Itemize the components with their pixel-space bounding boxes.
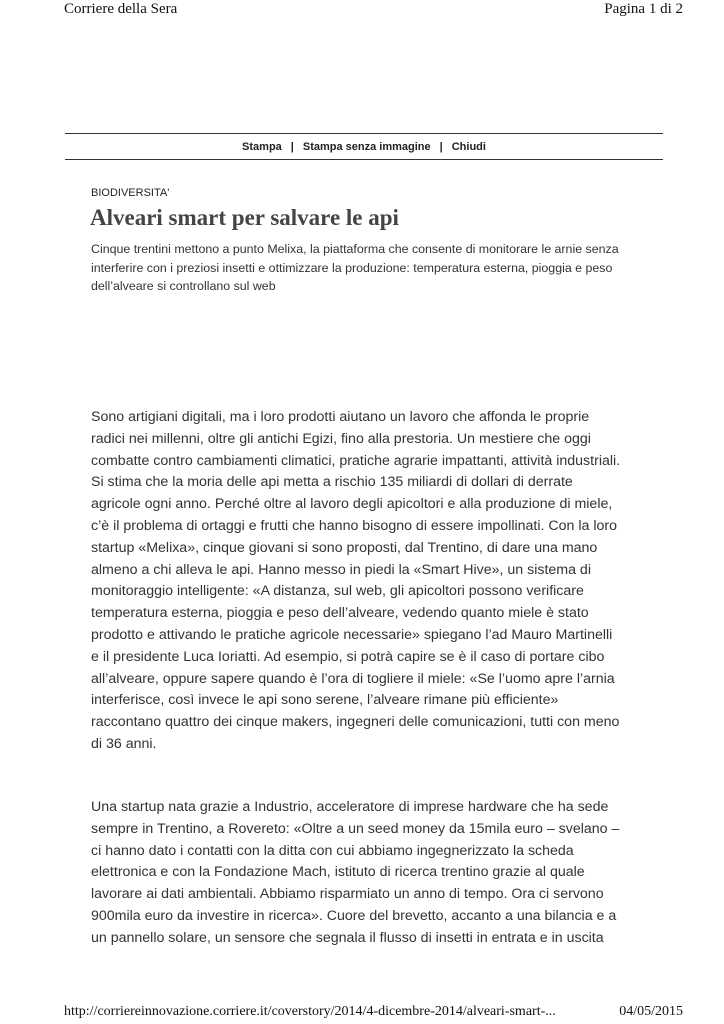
print-footer-url: http://corriereinnovazione.corriere.it/coverstory/2014/4-dicembre-2014/alveari-smart-... bbox=[64, 1004, 556, 1019]
paragraph-line: raccontano quattro dei cinque makers, ingegneri delle comunicazioni, tutti con meno bbox=[91, 714, 620, 731]
article-paragraph-2 bbox=[91, 797, 651, 950]
paragraph-line: sempre in Trentino, a Rovereto: «Oltre a un seed money da 15mila euro – svelano – bbox=[91, 820, 620, 837]
paragraph-line: temperatura esterna, pioggia e peso dell’alveare, vedendo quanto miele è stato bbox=[91, 605, 589, 622]
toolbar-top-rule bbox=[65, 133, 663, 134]
paragraph-line: radici nei millenni, oltre gli antichi Egizi, fino alla prestoria. Un mestiere che oggi bbox=[91, 430, 591, 447]
toolbar-separator: | bbox=[290, 141, 294, 153]
paragraph-line: combatte contro cambiamenti climatici, pratiche agrarie impattanti, attività industriali. bbox=[91, 452, 621, 469]
article-kicker: BIODIVERSITA' bbox=[91, 187, 170, 199]
article-paragraph-1 bbox=[91, 407, 651, 756]
article-subtitle bbox=[91, 240, 651, 296]
paragraph-line: interferisce, così invece le api sono serene, l’alveare rimane più efficiente» bbox=[91, 692, 559, 709]
paragraph-line: prodotto e attivando le pratiche agricole necessarie» spiegano l’ad Mauro Martinelli bbox=[91, 626, 613, 643]
paragraph-line: c’è il problema di ortaggi e frutti che hanno bisogno di essere impollinati. Con la loro bbox=[91, 517, 618, 534]
toolbar-bottom-rule bbox=[65, 159, 663, 160]
paragraph-line: e il presidente Luca Ioriatti. Ad esempio, si potrà capire se è il caso di portare cibo bbox=[91, 648, 605, 665]
subtitle-line: interferire con i preziosi insetti e ottimizzare la produzione: temperatura esterna, pioggia e peso bbox=[91, 260, 613, 275]
print-link[interactable]: Stampa bbox=[242, 141, 282, 153]
paragraph-line: monitoraggio intelligente: «A distanza, sul web, gli apicoltori possono verificare bbox=[91, 583, 584, 600]
print-footer-date: 04/05/2015 bbox=[619, 1004, 683, 1019]
paragraph-line: 900mila euro da investire in ricerca». Cuore del brevetto, accanto a una bilancia e a bbox=[91, 907, 617, 924]
print-header-source: Corriere della Sera bbox=[64, 1, 178, 17]
paragraph-line: almeno a chi alleva le api. Hanno messo in piedi la «Smart Hive», un sistema di bbox=[91, 561, 591, 578]
print-toolbar bbox=[65, 135, 663, 159]
subtitle-line: dell’alveare si controllano sul web bbox=[91, 279, 276, 293]
paragraph-line: lavorare ai dati ambientali. Abbiamo risparmiato un anno di tempo. Ora ci servono bbox=[91, 886, 604, 903]
toolbar-separator: | bbox=[439, 141, 443, 153]
paragraph-line: elettronica e con la Fondazione Mach, istituto di ricerca trentino grazie al quale bbox=[91, 864, 585, 881]
paragraph-line: all’alveare, oppure sapere quando è l’ora di togliere il miele: «Se l’uomo apre l’arnia bbox=[91, 670, 615, 687]
print-without-image-link[interactable]: Stampa senza immagine bbox=[302, 141, 431, 153]
subtitle-line: Cinque trentini mettono a punto Melixa, la piattaforma che consente di monitorare le arnie senza bbox=[91, 242, 619, 256]
paragraph-line: startup «Melixa», cinque giovani si sono proposti, dal Trentino, di dare una mano bbox=[91, 539, 598, 556]
print-header-page-number: Pagina 1 di 2 bbox=[604, 1, 683, 17]
close-link[interactable]: Chiudi bbox=[451, 141, 486, 153]
paragraph-line: di 36 anni. bbox=[91, 735, 157, 752]
paragraph-line: Una startup nata grazie a Industrio, acceleratore di imprese hardware che ha sede bbox=[91, 799, 609, 815]
paragraph-line: Sono artigiani digitali, ma i loro prodotti aiutano un lavoro che affonda le proprie bbox=[91, 409, 590, 425]
paragraph-line: agricole ogni anno. Perché oltre al lavoro degli apicoltori e alla produzione di miele, bbox=[91, 496, 613, 513]
paragraph-line: Si stima che la moria delle api metta a rischio 135 miliardi di dollari di derrate bbox=[91, 474, 573, 491]
paragraph-line: ci hanno dato i contatti con la ditta con cui abbiamo ingegnerizzato la scheda bbox=[91, 842, 574, 859]
article-title: Alveari smart per salvare le api bbox=[90, 205, 399, 230]
paragraph-line: un pannello solare, un sensore che segnala il flusso di insetti in entrata e in uscita bbox=[91, 929, 604, 946]
